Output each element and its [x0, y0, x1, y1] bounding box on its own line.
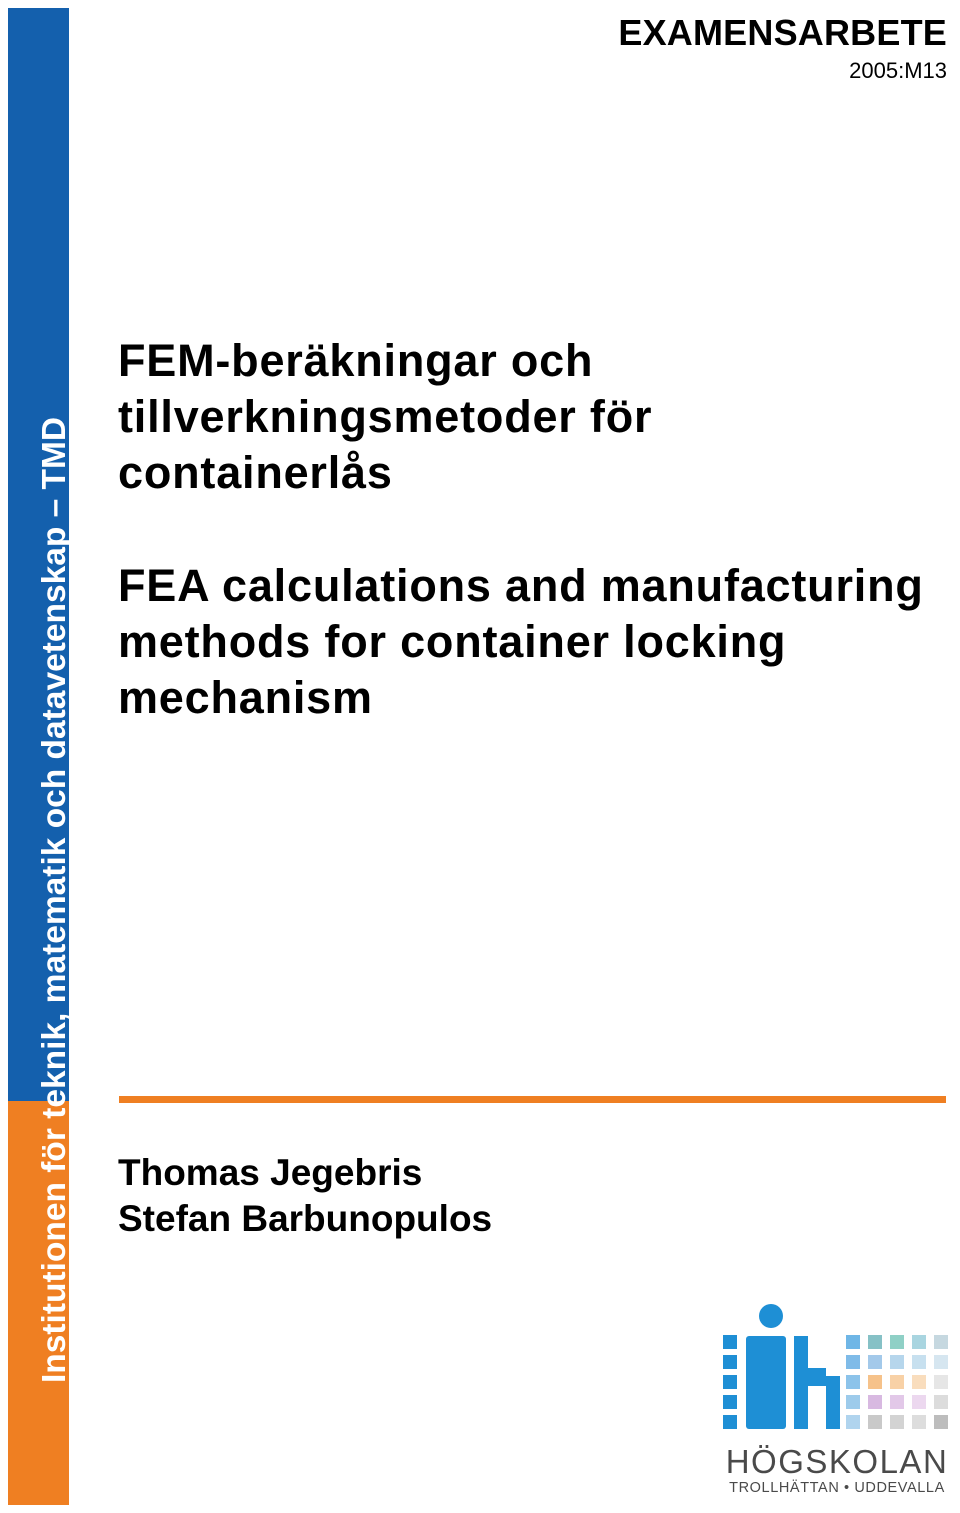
title-swedish-line: FEM-beräkningar och: [118, 335, 594, 386]
title-swedish-line: tillverkningsmetoder för: [118, 391, 653, 442]
title-english-line: FEA calculations and manufacturing: [118, 560, 924, 611]
authors: [118, 1150, 492, 1242]
title-english: [118, 558, 924, 726]
title-swedish-line: containerlås: [118, 447, 393, 498]
report-number: 2005:M13: [849, 58, 947, 83]
report-type: EXAMENSARBETE: [618, 12, 947, 53]
title-english-line: mechanism: [118, 672, 373, 723]
logo-place: TROLLHÄTTAN • UDDEVALLA: [729, 1480, 945, 1496]
divider-rule: [119, 1096, 946, 1103]
department-name: Institutionen för teknik, matematik och datavetenskap – TMD: [36, 416, 73, 1383]
author-name: Stefan Barbunopulos: [118, 1198, 493, 1239]
logo-name: HÖGSKOLAN: [725, 1443, 949, 1480]
author-name: Thomas Jegebris: [118, 1152, 423, 1193]
title-english-line: methods for container locking: [118, 616, 787, 667]
title-swedish: [118, 333, 652, 501]
